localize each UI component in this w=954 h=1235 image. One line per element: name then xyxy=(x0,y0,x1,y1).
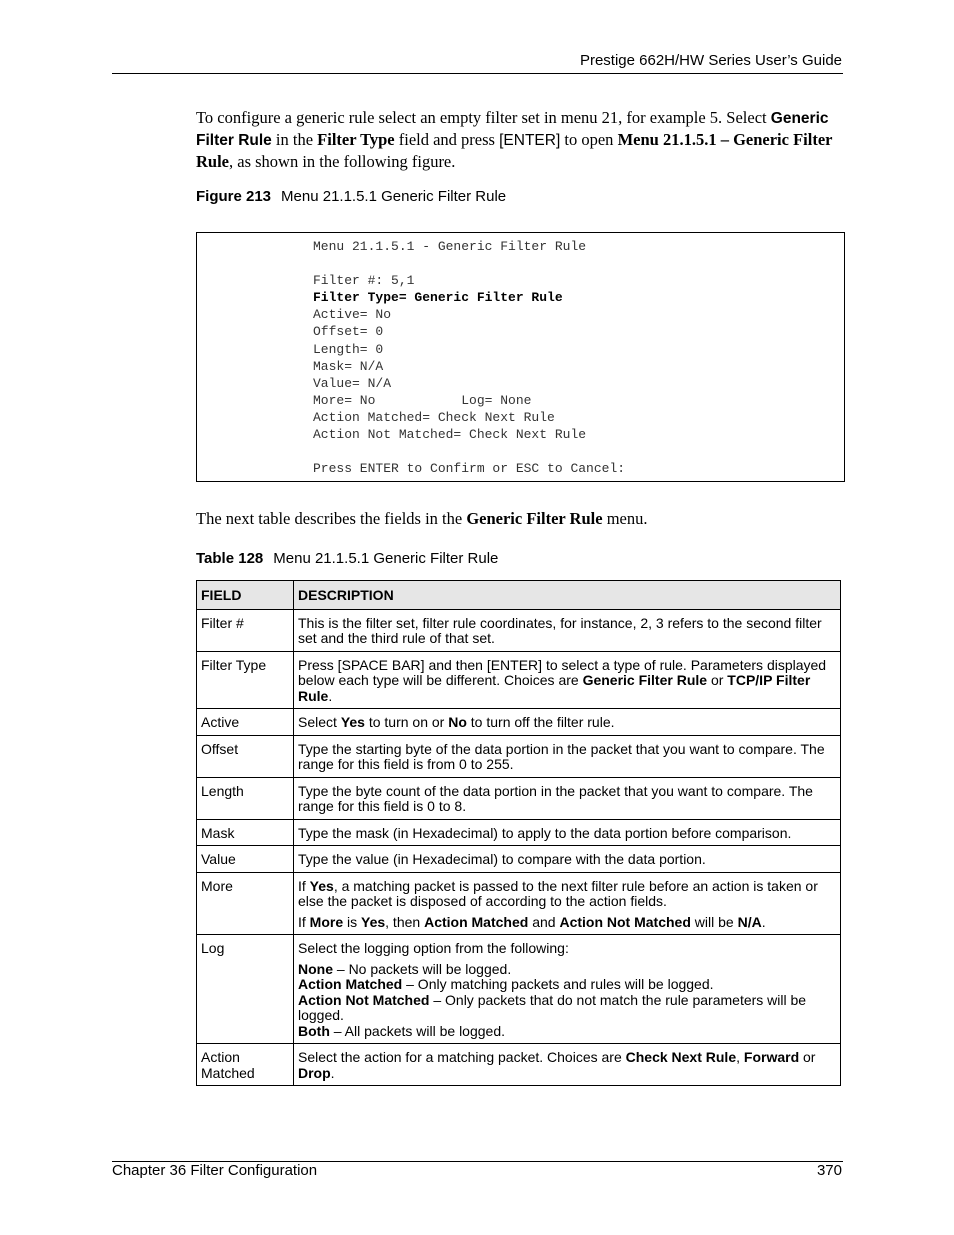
field-cell: Action Matched xyxy=(197,1044,294,1086)
desc-bold: Action Matched xyxy=(424,913,529,930)
desc-text: – Only packets that do not match the rule parameters will be logged. xyxy=(298,991,807,1023)
field-cell: Log xyxy=(197,935,294,1044)
terminal-line: Filter Type= Generic Filter Rule xyxy=(313,290,563,306)
terminal-line: Length= 0 xyxy=(313,341,384,357)
desc-text: to turn off the filter rule. xyxy=(466,714,615,730)
terminal-line: Active= No xyxy=(313,307,392,323)
field-cell: Filter # xyxy=(197,609,294,651)
field-cell: Active xyxy=(197,709,294,736)
terminal-line: Press ENTER to Confirm or ESC to Cancel: xyxy=(313,461,626,477)
table-label: Table 128 xyxy=(196,550,264,567)
desc-paragraph xyxy=(298,879,836,910)
description-cell: Type the starting byte of the data portion in the packet that you want to compare. The range for this field is from 0 to 255. xyxy=(294,735,841,777)
terminal-line: Menu 21.1.5.1 - Generic Filter Rule xyxy=(313,239,587,254)
footer-chapter: Chapter 36 Filter Configuration xyxy=(112,1162,318,1179)
page-number: 370 xyxy=(816,1162,842,1179)
table-row xyxy=(197,872,841,935)
description-cell: This is the filter set, filter rule coordinates, for instance, 2, 3 refers to the second filter set and the third rule of that set. xyxy=(294,609,841,651)
figure-title: Menu 21.1.5.1 Generic Filter Rule xyxy=(281,188,507,205)
field-description-table xyxy=(196,580,841,1086)
terminal-line: More= No Log= None xyxy=(313,392,532,408)
intro-text: to open xyxy=(560,130,618,149)
desc-text: or xyxy=(799,1049,816,1065)
desc-bold: N/A xyxy=(737,913,762,930)
description-cell xyxy=(294,651,841,709)
desc-text: – No packets will be logged. xyxy=(333,960,512,977)
table-row xyxy=(197,819,841,846)
table-title: Menu 21.1.5.1 Generic Filter Rule xyxy=(273,550,499,567)
table-row xyxy=(197,735,841,777)
figure-caption xyxy=(196,188,506,205)
desc-bold: Both xyxy=(298,1022,330,1039)
desc-bold: Action Not Matched xyxy=(559,913,691,930)
terminal-line: Action Matched= Check Next Rule xyxy=(313,409,555,425)
desc-text: Select xyxy=(298,714,341,730)
terminal-screen xyxy=(196,232,845,482)
header-divider xyxy=(112,73,843,74)
intro-key-enter: [ENTER] xyxy=(499,132,561,149)
desc-bold: Yes xyxy=(340,714,365,730)
paragraph-text: The next table describes the fields in the xyxy=(196,509,467,528)
description-cell xyxy=(294,872,841,935)
desc-text: . xyxy=(328,687,333,704)
intro-bold-menu-name: Menu 21.1.5.1 – Generic Filter Rule xyxy=(196,130,833,171)
terminal-line xyxy=(313,255,625,272)
description-cell xyxy=(294,935,841,1044)
desc-bold: None xyxy=(298,960,333,977)
running-header: Prestige 662H/HW Series User’s Guide xyxy=(579,52,842,69)
table-header-row xyxy=(197,581,841,610)
desc-text: , xyxy=(736,1049,744,1065)
field-cell: Offset xyxy=(197,735,294,777)
field-cell: Value xyxy=(197,846,294,873)
paragraph-bold: Generic Filter Rule xyxy=(466,509,603,528)
description-cell xyxy=(294,709,841,736)
description-cell xyxy=(294,1044,841,1086)
terminal-line: Offset= 0 xyxy=(313,324,384,340)
field-cell: Mask xyxy=(197,819,294,846)
desc-bold: More xyxy=(309,913,344,930)
figure-label: Figure 213 xyxy=(196,188,272,205)
desc-bold: Drop xyxy=(298,1064,331,1081)
desc-text: will be xyxy=(690,913,738,930)
desc-text: . xyxy=(330,1064,335,1081)
intro-bold-filter-type: Filter Type xyxy=(317,130,395,149)
desc-paragraph xyxy=(298,915,836,931)
table-caption xyxy=(196,550,498,567)
field-cell: Filter Type xyxy=(197,651,294,709)
intro-paragraph xyxy=(196,107,846,172)
desc-paragraph: Select the logging option from the following: xyxy=(298,940,569,956)
desc-text: If xyxy=(298,877,310,894)
desc-text: If xyxy=(298,913,310,930)
table-row xyxy=(197,777,841,819)
desc-bold: Action Matched xyxy=(298,976,403,992)
table-intro-paragraph xyxy=(196,509,647,529)
desc-text: and xyxy=(528,913,560,930)
desc-text: Select the action for a matching packet. Choices are xyxy=(298,1049,626,1065)
intro-text: , as shown in the following figure. xyxy=(229,152,456,171)
desc-text: or xyxy=(707,672,728,688)
description-cell: Type the byte count of the data portion in the packet that you want to compare. The range for this field is 0 to 8. xyxy=(294,777,841,819)
field-cell: More xyxy=(197,872,294,935)
table-row xyxy=(197,651,841,709)
terminal-line: Value= N/A xyxy=(313,375,392,391)
table-row xyxy=(197,935,841,1044)
terminal-line xyxy=(313,443,625,460)
terminal-line: Filter #: 5,1 xyxy=(313,273,415,289)
terminal-line: Mask= N/A xyxy=(313,358,384,374)
paragraph-text: menu. xyxy=(602,509,648,528)
column-header-field: FIELD xyxy=(197,581,294,610)
desc-bold: Generic Filter Rule xyxy=(582,672,708,688)
description-cell: Type the mask (in Hexadecimal) to apply to the data portion before comparison. xyxy=(294,819,841,846)
desc-text: – All packets will be logged. xyxy=(329,1022,505,1039)
desc-bold: Action Not Matched xyxy=(298,991,430,1008)
field-cell: Length xyxy=(197,777,294,819)
table-row xyxy=(197,609,841,651)
desc-text: is xyxy=(343,913,362,930)
description-cell: Type the value (in Hexadecimal) to compare with the data portion. xyxy=(294,846,841,873)
table-row xyxy=(197,709,841,736)
desc-bold: Forward xyxy=(743,1049,800,1065)
intro-text: in the xyxy=(271,130,318,149)
terminal-line: Action Not Matched= Check Next Rule xyxy=(313,427,587,443)
desc-bold: Check Next Rule xyxy=(625,1049,737,1065)
desc-bold: TCP/IP Filter Rule xyxy=(298,672,811,704)
desc-bold: No xyxy=(448,714,467,730)
log-options xyxy=(298,962,836,1040)
desc-text: , then xyxy=(385,913,425,930)
column-header-description: DESCRIPTION xyxy=(294,581,841,610)
desc-bold: Yes xyxy=(361,913,386,930)
terminal-lines xyxy=(313,238,625,477)
intro-bold-generic-filter-rule: Generic Filter Rule xyxy=(196,110,829,149)
table-row xyxy=(197,846,841,873)
table-row xyxy=(197,1044,841,1086)
intro-text: To configure a generic rule select an empty filter set in menu 21, for example 5. Select xyxy=(196,108,771,127)
desc-text: to turn on or xyxy=(364,714,449,730)
desc-text: – Only matching packets and rules will be logged. xyxy=(402,976,714,992)
desc-text: Press [SPACE BAR] and then [ENTER] to select a type of rule. Parameters displayed below each type will be different. Choices are xyxy=(298,656,827,688)
desc-bold: Yes xyxy=(309,877,334,894)
intro-text: field and press xyxy=(394,130,500,149)
desc-text: , a matching packet is passed to the next filter rule before an action is taken or else the packet is disposed of according to the action fields. xyxy=(298,877,818,909)
desc-text: . xyxy=(761,913,766,930)
